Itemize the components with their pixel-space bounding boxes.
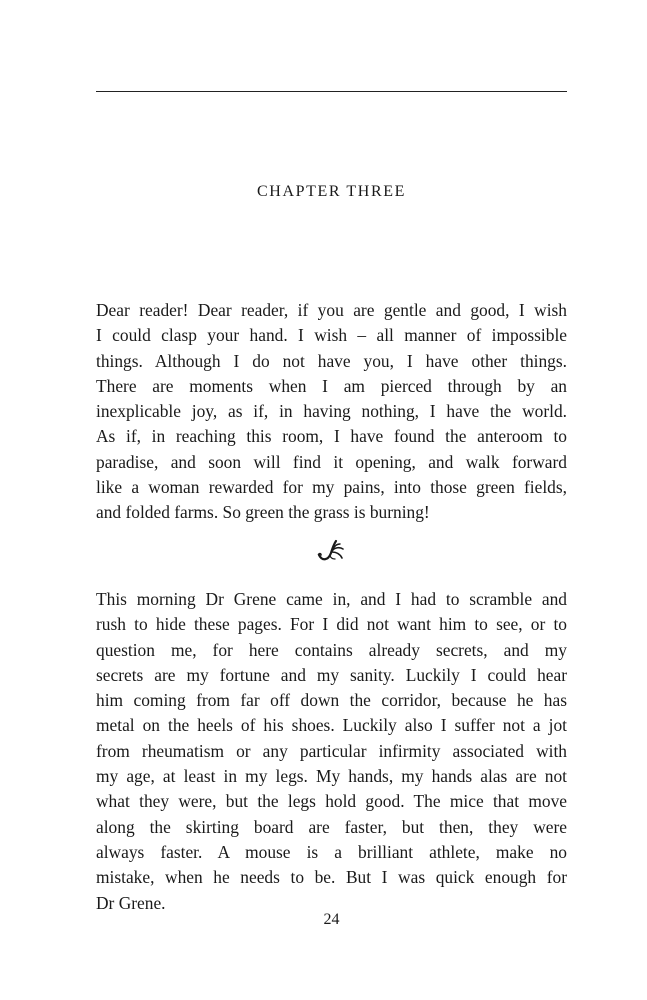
- text-line: from rheumatism or any particular infirmity associated with: [96, 740, 567, 761]
- text-line: Dear reader! Dear reader, if you are gentle and good, I wish: [96, 300, 567, 320]
- text-line: things. Although I do not have you, I have other things.: [96, 350, 567, 371]
- text-line: and folded farms. So green the grass is burning!: [96, 502, 430, 523]
- text-line: There are moments when I am pierced through by an: [96, 375, 567, 396]
- text-line: him coming from far off down the corridor, because he has: [96, 690, 567, 711]
- text-line: inexplicable joy, as if, in having nothing, I have the world.: [96, 401, 567, 422]
- paragraph-2: [96, 587, 567, 916]
- text-line: mistake, when he needs to be. But I was quick enough for: [96, 867, 567, 888]
- page-number: 24: [323, 911, 340, 928]
- text-line: As if, in reaching this room, I have found the anteroom to: [96, 426, 567, 447]
- text-line: what they were, but the legs hold good. The mice that move: [96, 791, 567, 812]
- chapter-title: CHAPTER THREE: [257, 183, 406, 200]
- header-rule: [96, 91, 567, 92]
- text-line: This morning Dr Grene came in, and I had to scramble and: [96, 589, 567, 609]
- text-line: Dr Grene.: [96, 892, 166, 913]
- text-line: paradise, and soon will find it opening, and walk forward: [96, 451, 567, 472]
- text-line: metal on the heels of his shoes. Luckily also I suffer not a jot: [96, 715, 567, 736]
- text-line: like a woman rewarded for my pains, into those green fields,: [96, 477, 567, 498]
- text-line: I could clasp your hand. I wish – all manner of impossible: [96, 325, 567, 346]
- text-line: rush to hide these pages. For I did not want him to see, or to: [96, 614, 567, 635]
- text-line: always faster. A mouse is a brilliant athlete, make no: [96, 841, 567, 862]
- fleuron-icon: [316, 538, 346, 564]
- text-line: my age, at least in my legs. My hands, my hands alas are not: [96, 766, 567, 787]
- text-line: secrets are my fortune and my sanity. Luckily I could hear: [96, 664, 567, 685]
- text-line: along the skirting board are faster, but then, they were: [96, 816, 567, 837]
- paragraph-1: [96, 298, 567, 526]
- text-line: question me, for here contains already secrets, and my: [96, 639, 567, 660]
